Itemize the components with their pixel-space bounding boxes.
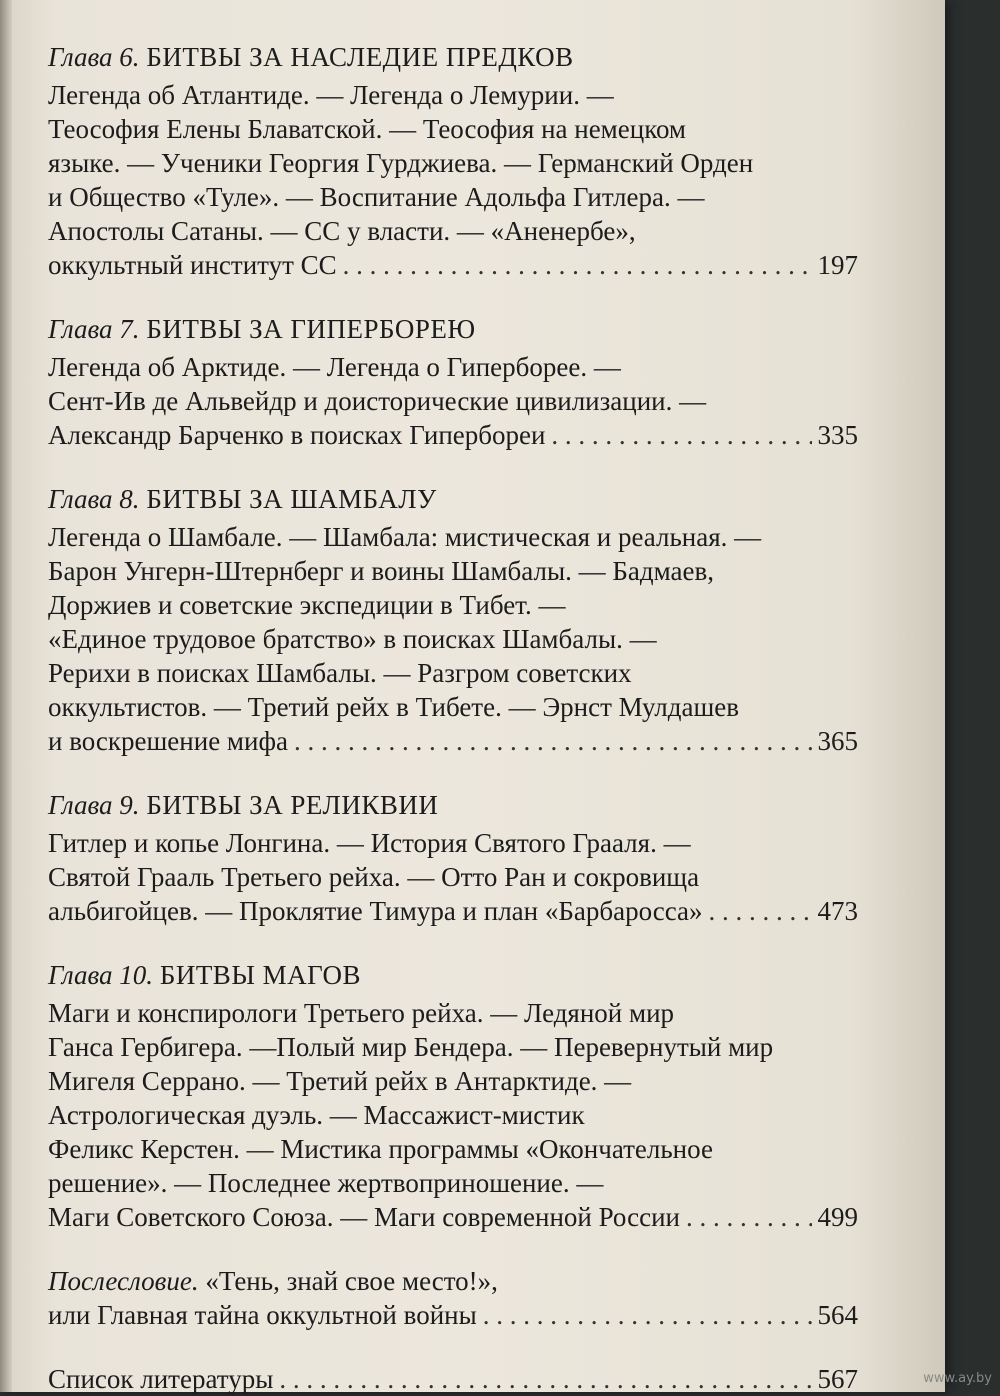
chapter-heading [48, 40, 858, 74]
chapter-last-text: альбигойцев. — Проклятие Тимура и план «Барбаросса» [48, 896, 703, 926]
toc-chapter-8 [48, 482, 858, 758]
chapter-line: Астрологическая дуэль. — Массажист-мистик [48, 1100, 585, 1130]
page-binding-edge [0, 0, 12, 1392]
dot-leader [483, 1298, 812, 1332]
afterword-heading [48, 1264, 858, 1298]
chapter-last-text: Александр Барченко в поисках Гипербореи [48, 420, 546, 450]
chapter-line: Мигеля Серрано. — Третий рейх в Антарктиде. — [48, 1066, 632, 1096]
chapter-last-line [48, 248, 858, 282]
toc-bibliography [48, 1362, 858, 1396]
chapter-line: языке. — Ученики Георгия Гурджиева. — Германский Орден [48, 148, 754, 178]
chapter-title: БИТВЫ ЗА ГИПЕРБОРЕЮ [146, 314, 476, 344]
chapter-title: БИТВЫ ЗА НАСЛЕДИЕ ПРЕДКОВ [146, 42, 574, 72]
dot-leader [343, 248, 812, 282]
chapter-line: Гитлер и копье Лонгина. — История Святого Грааля. — [48, 828, 691, 858]
toc-chapter-10 [48, 958, 858, 1234]
chapter-line: и Общество «Туле». — Воспитание Адольфа Гитлера. — [48, 182, 705, 212]
chapter-last-line [48, 724, 858, 758]
chapter-title: БИТВЫ ЗА РЕЛИКВИИ [146, 790, 439, 820]
dot-leader [294, 724, 812, 758]
chapter-line: Доржиев и советские экспедиции в Тибет. — [48, 590, 566, 620]
chapter-line: оккультистов. — Третий рейх в Тибете. — Эрнст Мулдашев [48, 692, 740, 722]
afterword-title: «Тень, знай свое место!», [205, 1266, 498, 1296]
watermark: www.ay.by [923, 1371, 992, 1386]
chapter-line: Маги и конспирологи Третьего рейха. — Ледяной мир [48, 998, 675, 1028]
chapter-line: Святой Грааль Третьего рейха. — Отто Ран и сокровища [48, 862, 700, 892]
dot-leader [686, 1200, 812, 1234]
chapter-label: Глава 7. [48, 314, 140, 344]
toc-chapter-6 [48, 40, 858, 282]
chapter-line: Легенда об Арктиде. — Легенда о Гиперборее. — [48, 352, 621, 382]
chapter-line: Апостолы Сатаны. — СС у власти. — «Аненербе», [48, 216, 636, 246]
toc-chapter-9 [48, 788, 858, 928]
dot-leader [279, 1362, 811, 1396]
chapter-line: Рерихи в поисках Шамбалы. — Разгром советских [48, 658, 632, 688]
dot-leader [551, 418, 811, 452]
toc-chapter-7 [48, 312, 858, 452]
chapter-line: Легенда о Шамбале. — Шамбала: мистическая и реальная. — [48, 522, 762, 552]
page-number: 564 [817, 1300, 858, 1330]
chapter-line: Барон Унгерн-Штернберг и воины Шамбалы. — Бадмаев, [48, 556, 714, 586]
chapter-line: Легенда об Атлантиде. — Легенда о Лемурии. — [48, 80, 614, 110]
chapter-label: Глава 8. [48, 484, 140, 514]
chapter-line: решение». — Последнее жертвоприношение. — [48, 1168, 604, 1198]
chapter-line: Сент-Ив де Альвейдр и доисторические цивилизации. — [48, 386, 707, 416]
afterword-last-text: или Главная тайна оккультной войны [48, 1300, 477, 1330]
chapter-heading [48, 482, 858, 516]
chapter-title: БИТВЫ МАГОВ [159, 960, 362, 990]
chapter-line: Теософия Елены Блаватской. — Теософия на немецком [48, 114, 687, 144]
chapter-label: Глава 9. [48, 790, 140, 820]
chapter-title: БИТВЫ ЗА ШАМБАЛУ [146, 484, 437, 514]
toc-afterword [48, 1264, 858, 1332]
page-number: 365 [817, 726, 858, 756]
chapter-last-text: и воскрешение мифа [48, 726, 288, 756]
table-of-contents [48, 40, 858, 1396]
dot-leader [709, 894, 812, 928]
page-number: 473 [817, 896, 858, 926]
chapter-label: Глава 6. [48, 42, 140, 72]
chapter-last-text: оккультный институт СС [48, 250, 337, 280]
page-number: 197 [817, 250, 858, 280]
chapter-heading [48, 312, 858, 346]
chapter-last-text: Маги Советского Союза. — Маги современной России [48, 1202, 680, 1232]
chapter-line: Ганса Гербигера. —Полый мир Бендера. — Перевернутый мир [48, 1032, 774, 1062]
chapter-label: Глава 10. [48, 960, 154, 990]
chapter-heading [48, 788, 858, 822]
chapter-heading [48, 958, 858, 992]
page-number: 335 [817, 420, 858, 450]
chapter-last-line [48, 894, 858, 928]
bibliography-text: Список литературы [48, 1364, 274, 1394]
chapter-line: Феликс Керстен. — Мистика программы «Окончательное [48, 1134, 713, 1164]
chapter-line: «Единое трудовое братство» в поисках Шамбалы. — [48, 624, 657, 654]
afterword-last-line [48, 1298, 858, 1332]
bibliography-line [48, 1362, 858, 1396]
page-number: 567 [817, 1364, 858, 1394]
afterword-label: Послесловие. [48, 1266, 199, 1296]
chapter-last-line [48, 418, 858, 452]
chapter-last-line [48, 1200, 858, 1234]
page-number: 499 [817, 1202, 858, 1232]
